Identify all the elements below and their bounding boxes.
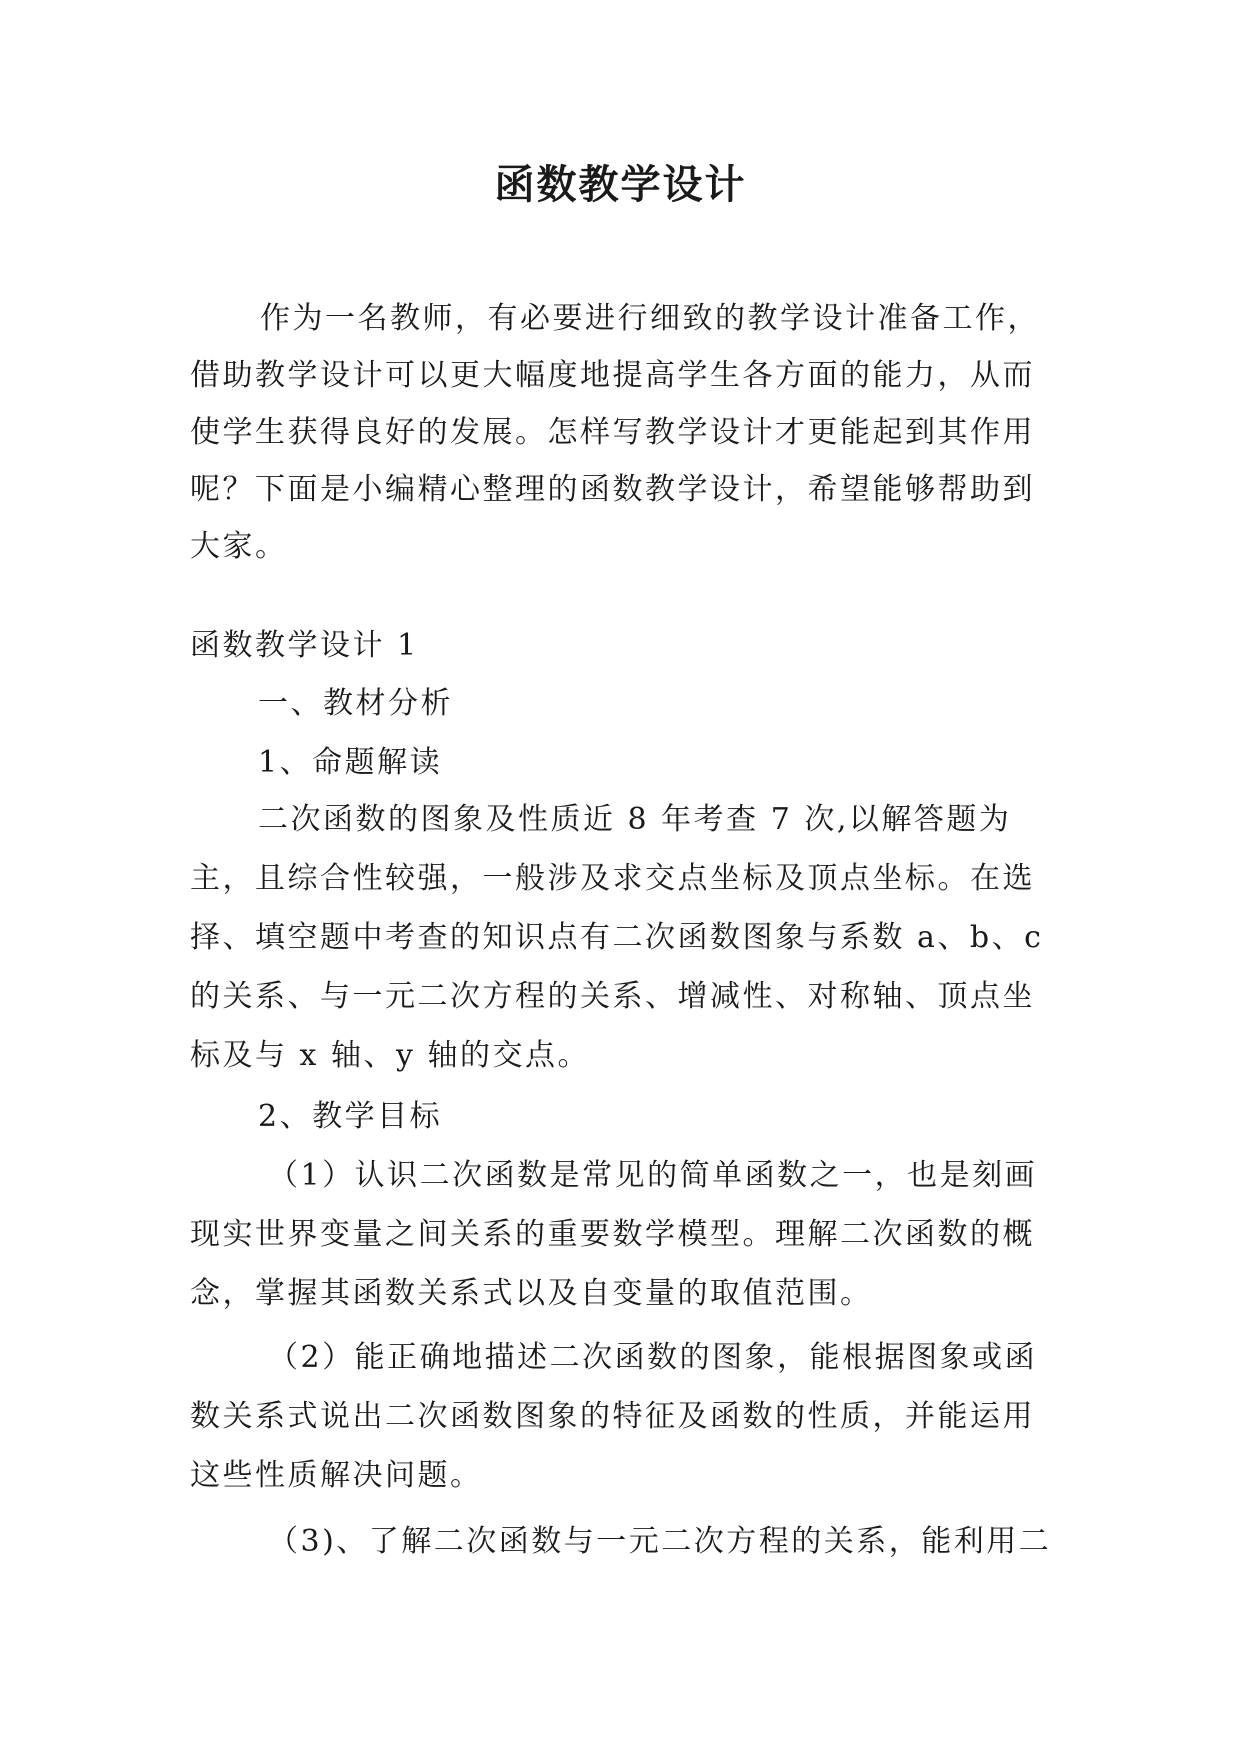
goal-paragraph: （1）认识二次函数是常见的简单函数之一，也是刻画现实世界变量之间关系的重要数学模型。理解二次函数的概念，掌握其函数关系式以及自变量的取值范围。 (190, 1158, 1038, 1311)
part-heading: 一、教材分析 (258, 686, 453, 721)
goal-paragraph: （2）能正确地描述二次函数的图象，能根据图象或函数关系式说出二次函数图象的特征及函数的性质，并能运用这些性质解决问题。 (190, 1340, 1038, 1493)
section-heading: 函数教学设计 1 (190, 628, 419, 663)
intro-paragraph: 作为一名教师，有必要进行细致的教学设计准备工作，借助教学设计可以更大幅度地提高学生各方面的能力，从而使学生获得良好的发展。怎样写教学设计才更能起到其作用呢？下面是小编精心整理的函数教学设计，希望能够帮助到大家。 (190, 301, 1040, 564)
goal-paragraph: （3)、了解二次函数与一元二次方程的关系，能利用二 (268, 1524, 1052, 1559)
document-title: 函数教学设计 (494, 161, 747, 208)
subsection-heading: 1、命题解读 (258, 745, 443, 780)
body-paragraph: 二次函数的图象及性质近 8 年考查 7 次,以解答题为主，且综合性较强，一般涉及求交点坐标及顶点坐标。在选择、填空题中考查的知识点有二次函数图象与系数 a、b、c 的关系、与一元二次方程的关系、增减性、对称轴、顶点坐标及与 x 轴、y 轴的交点。 (190, 802, 1044, 1073)
subsection-heading: 2、教学目标 (258, 1099, 443, 1134)
